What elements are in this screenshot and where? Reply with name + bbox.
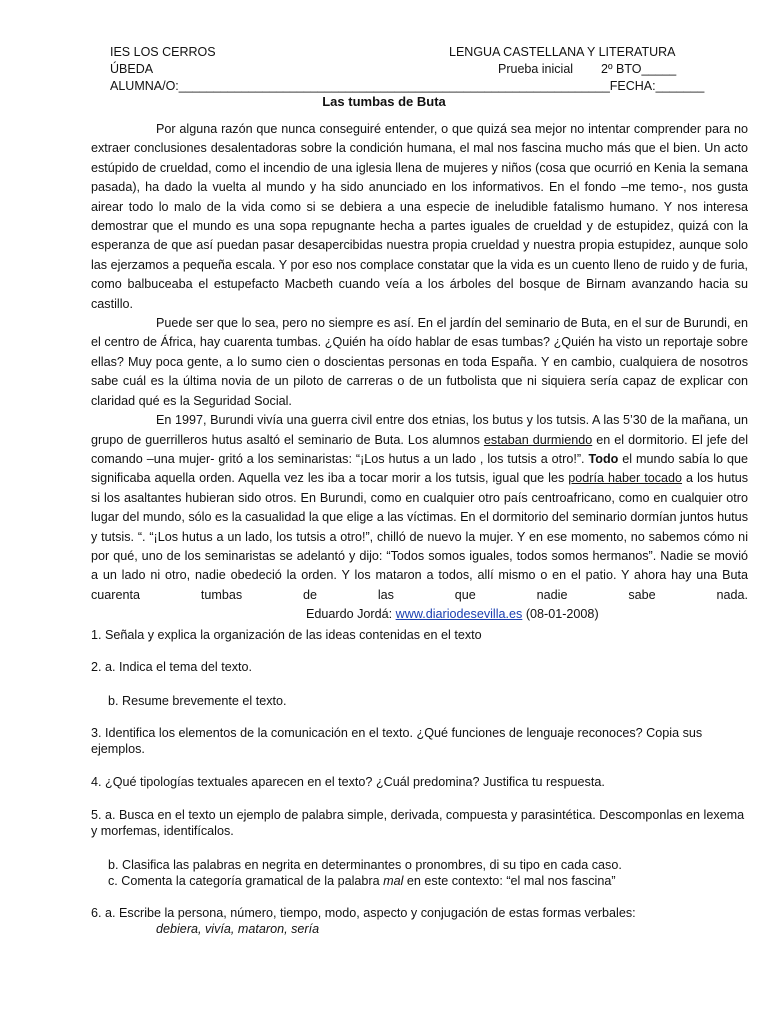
question-1: 1. Señala y explica la organización de las ideas contenidas en el texto: [91, 628, 482, 642]
paragraph-3: [91, 411, 748, 624]
school-name: IES LOS CERROS: [110, 45, 216, 59]
city-name: ÚBEDA: [110, 62, 154, 76]
course-name: 2º BTO_____: [601, 62, 677, 76]
paragraph-3-text: el mundo sabía lo que significaba aquella orden. Aquella vez les iba a tocar morir a los tutsis, igual que les: [91, 451, 748, 486]
publication-date: (08-01-2008): [522, 607, 599, 622]
student-date-line: ALUMNA/O:______________________________________________________________FECHA:_______: [110, 79, 705, 93]
underlined-verb-1: estaban durmiendo: [483, 432, 593, 447]
question-6-examples: debiera, vivía, mataron, sería: [156, 922, 320, 936]
question-3: 3. Identifica los elementos de la comunicación en el texto. ¿Qué funciones de lenguaje reconoces? Copia sus ejemplos.: [91, 726, 703, 756]
paragraph-1: Por alguna razón que nunca conseguiré entender, o que quizá sea mejor no intentar comprender para no extraer conclusiones desalentadoras sobre la condición humana, el mal nos fascina mucho más que el bien. Un acto estúpido de crueldad, como el incendio de una iglesia llena de mujeres y niños (cosa que ocurrió en Kenia la semana pasada), ha dado la vuelta al mundo y ha sido anunciado en los informativos. En el fondo –me temo-, nos gusta airear todo lo malo de la vida como si se debiera a una especie de ineludible fatalismo humano. Y nos interesa demostrar que el mundo es una sopa repugnante hecha a partes iguales de crueldad y de estupidez, quizá con la esperanza de que así puedan pasar desapercibidas nuestra propia crueldad y nuestra propia estupidez, aunque solo las ejerzamos a pequeña escala. Y por eso nos complace constatar que la vida es un cuento lleno de ruido y de furia, como balbuceaba el estupefacto Macbeth cuando veía a los árboles del bosque de Birnam avanzando hacia su castillo.: [91, 122, 748, 311]
question-2a: 2. a. Indica el tema del texto.: [91, 660, 253, 674]
subject-name: LENGUA CASTELLANA Y LITERATURA: [449, 45, 676, 59]
paragraph-2: Puede ser que lo sea, pero no siempre es así. En el jardín del seminario de Buta, en el sur de Burundi, en el centro de África, hay cuarenta tumbas. ¿Quién ha oído hablar de esas tumbas? ¿Quién ha visto un reportaje sobre ellas? Muy poca gente, a lo sumo cien o doscientas personas en toda España. Y en cambio, cualquiera de nosotros sabe cuál es la última novia de un piloto de carreras o de un futbolista que ni siquiera sería capaz de explicar con claridad qué es la Seguridad Social.: [91, 316, 748, 408]
question-5c: [108, 873, 768, 889]
article-body: [91, 120, 748, 625]
paragraph-3-text: en el dormitorio. El jefe del comando –una mujer- gritó a los seminaristas: “¡Los hutus a un lado , los tutsis a otro!”.: [91, 432, 748, 466]
paragraph-3-text: a los hutus si los asaltantes hubieran sido otros. En Burundi, como en cualquier otro país centroafricano, como en cualquier otro lugar del mundo, sólo es la casualidad la que elige a las víctimas. En el dormitorio del seminario dormían juntos hutus y tutsis. “. “¡Los hutus a un lado, los tutsis a otro!”, chilló de nuevo la mujer. Y en ese momento, no sabemos cómo ni por qué, uno de los seminaristas se adelantó y dijo: “Todos somos iguales, todos somos hermanos”. Nadie se movió a un lado ni otro, nadie obedeció la orden. Y los mataron a todos, allí mismo o en el patio. Y ahora hay una Buta cuarenta tumbas de las que nadie sabe nada.: [91, 471, 748, 602]
question-6-examples-row: [91, 921, 751, 937]
question-5c-word: mal: [383, 874, 404, 888]
question-5c-text: c. Comenta la categoría gramatical de la palabra: [108, 874, 384, 888]
question-5b: b. Clasifica las palabras en negrita en determinantes o pronombres, di su tipo en cada caso.: [108, 858, 622, 872]
text-title: Las tumbas de Buta: [322, 94, 446, 109]
test-name: Prueba inicial: [498, 62, 574, 76]
question-2b: b. Resume brevemente el texto.: [108, 694, 287, 708]
signature: [241, 605, 599, 624]
author-name: Eduardo Jordá:: [306, 607, 396, 622]
source-link[interactable]: www.diariodesevilla.es: [395, 607, 523, 622]
question-6: 6. a. Escribe la persona, número, tiempo, modo, aspecto y conjugación de estas formas verbales:: [91, 906, 636, 920]
question-5c-text: en este contexto: “el mal nos fascina”: [403, 874, 616, 888]
bold-word: Todo: [588, 451, 619, 466]
paragraph-3-text: En 1997, Burundi vivía una guerra civil entre dos etnias, los butus y los tutsis. A las 5’30 de la mañana, un grupo de guerrilleros hutus asaltó el seminario de Buta. Los alumnos: [91, 413, 748, 447]
question-5a: 5. a. Busca en el texto un ejemplo de palabra simple, derivada, compuesta y parasintética. Descomponlas en lexema y morfemas, identifícalos.: [91, 808, 745, 838]
question-4: 4. ¿Qué tipologías textuales aparecen en el texto? ¿Cuál predomina? Justifica tu respuesta.: [91, 775, 605, 789]
underlined-verb-2: podría haber tocado: [568, 471, 683, 486]
